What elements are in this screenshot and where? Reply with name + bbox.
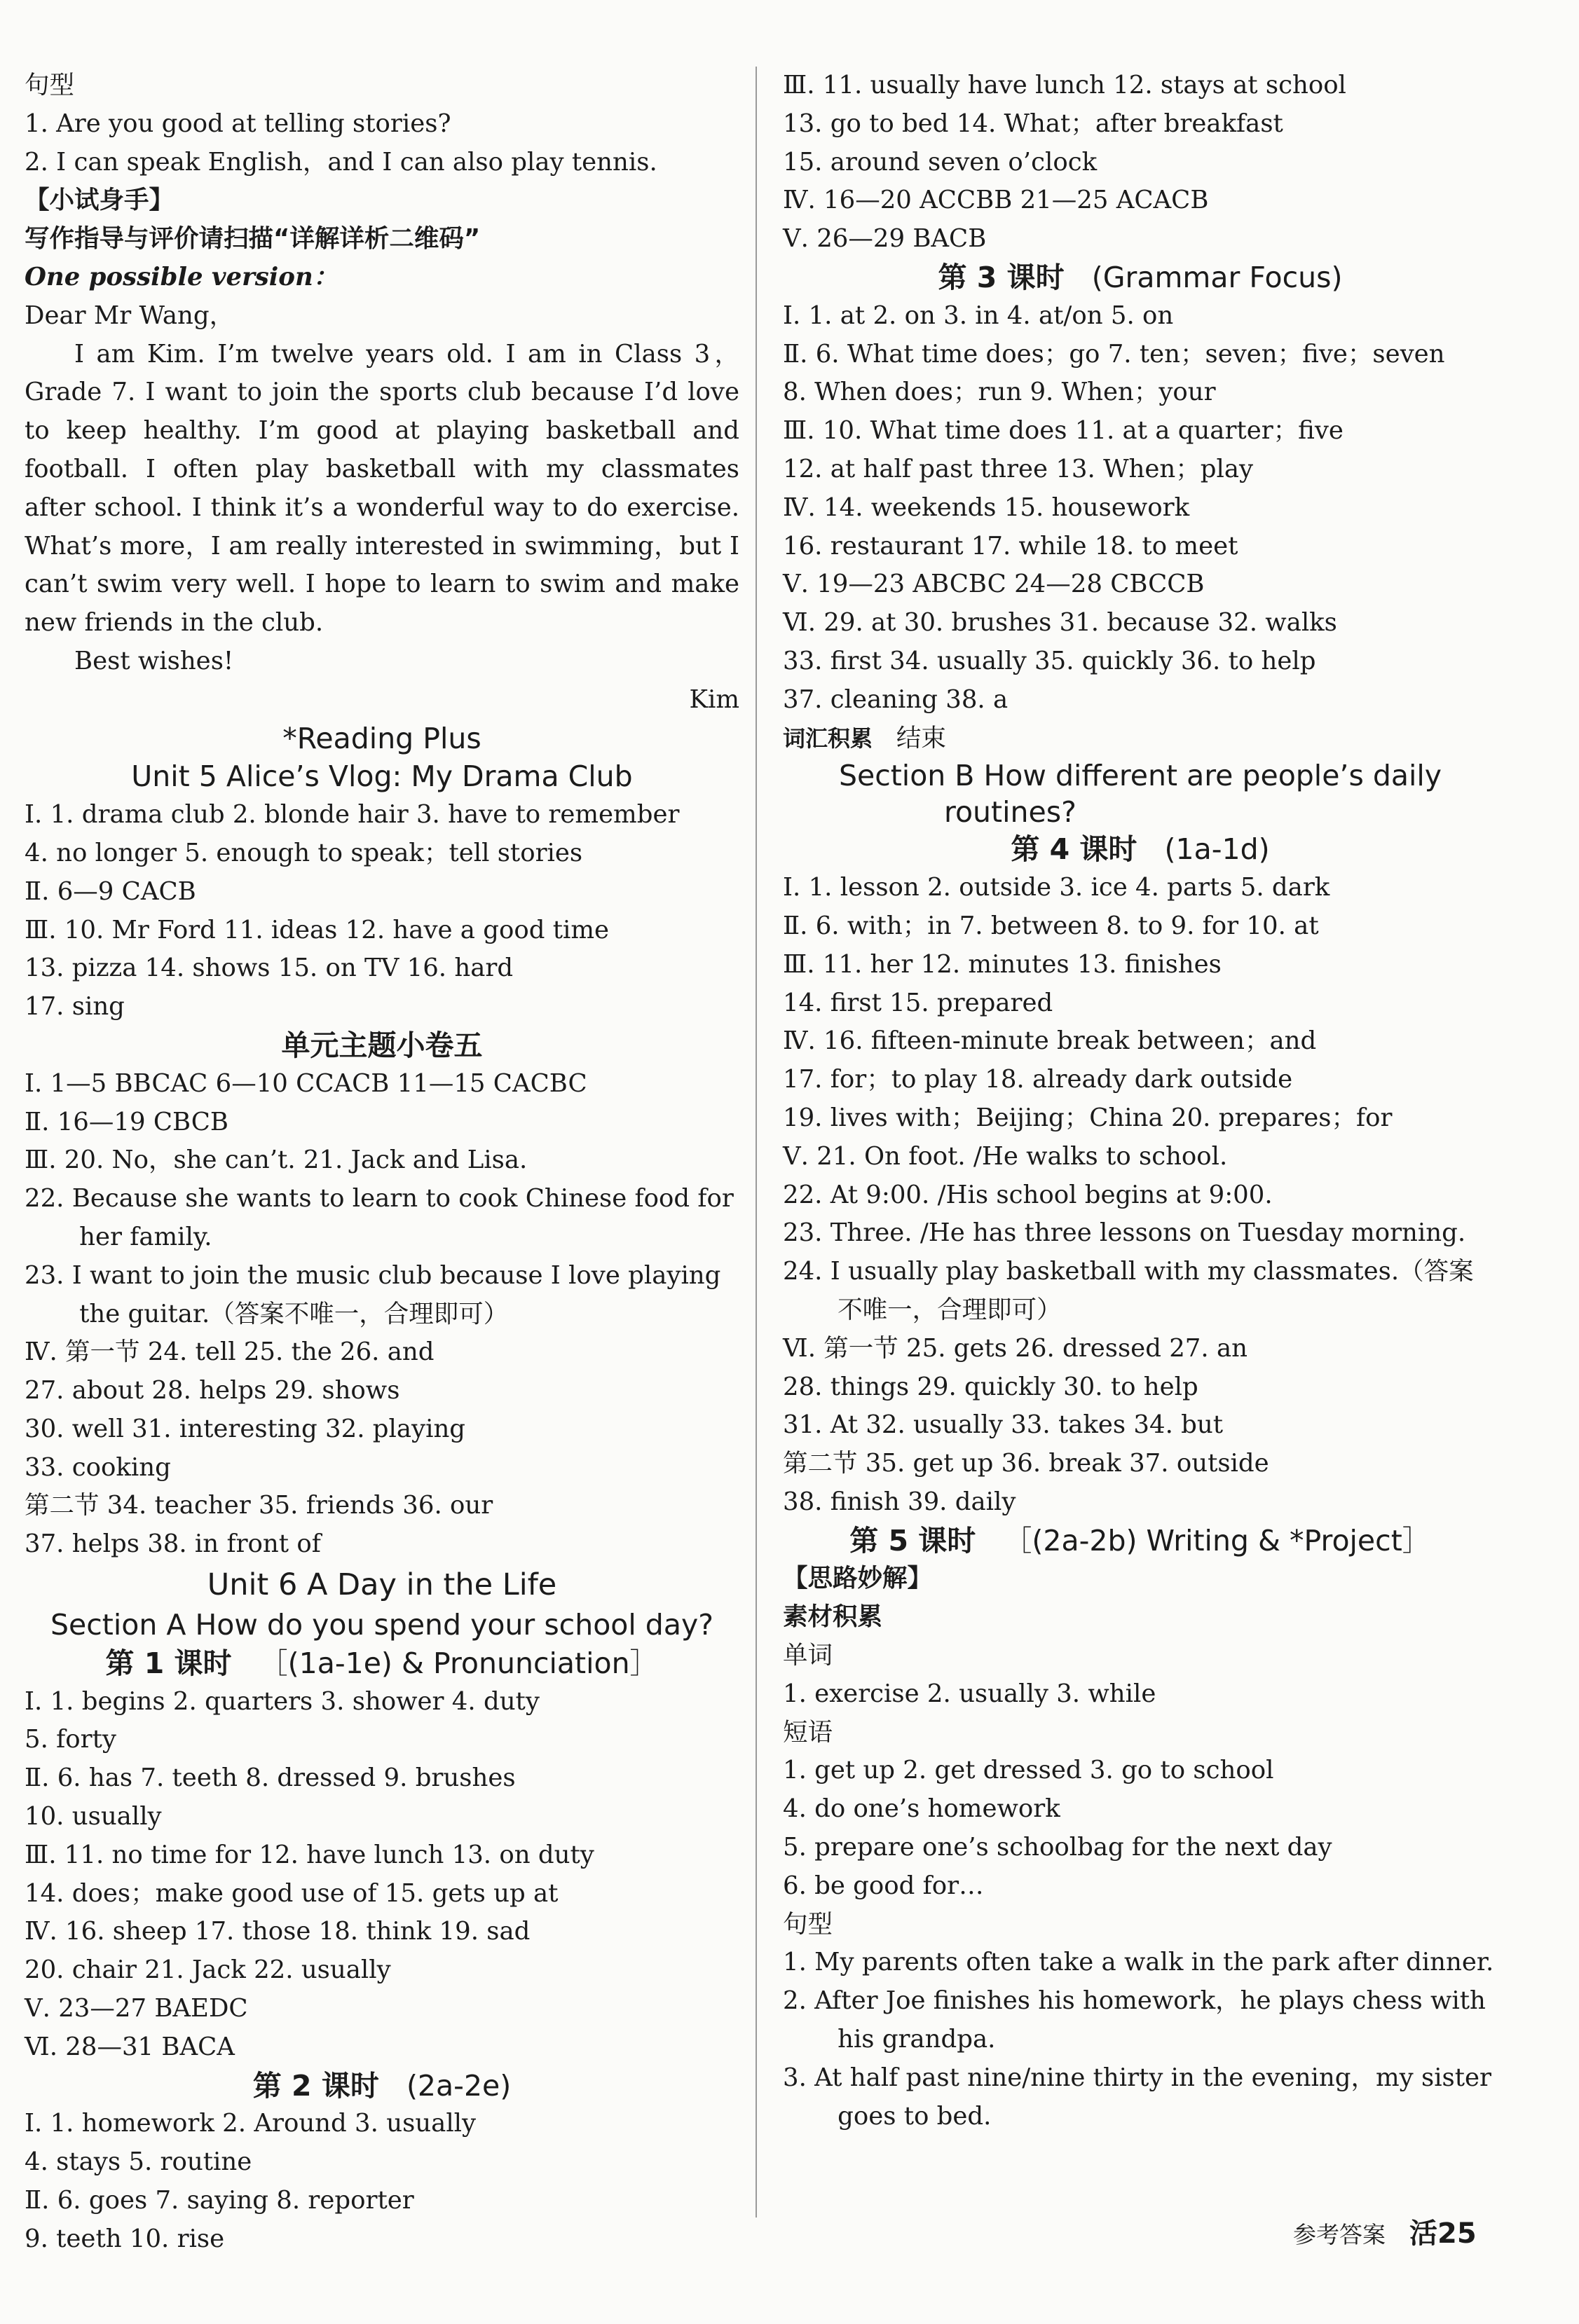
answer-line: Ⅰ. 1. lesson 2. outside 3. ice 4. parts 5. dark (783, 873, 1330, 902)
answer-line: 3. At half past nine/nine thirty in the evening，my sister goes to bed. (783, 2063, 1492, 2131)
answer-line: 33. first 34. usually 35. quickly 36. to help (783, 646, 1316, 675)
sentence-heading: 句型 (25, 71, 75, 99)
answer-line: 14. first 15. prepared (783, 988, 1053, 1017)
instruction-line: 写作指导与评价请扫描“详解详析二维码” (25, 224, 481, 254)
right-column (783, 67, 1498, 2136)
answer-line: Ⅲ. 11. her 12. minutes 13. finishes (783, 949, 1222, 979)
phrases-heading: 短语 (783, 1717, 833, 1747)
lesson-1-title (25, 1644, 739, 1683)
answer-line: Ⅳ. 16. fifteen-minute break between；and (783, 1026, 1317, 1056)
answer-line: 38. finish 39. daily (783, 1487, 1016, 1516)
answer-line: 23. Three. /He has three lessons on Tuesday morning. (783, 1218, 1466, 1248)
answer-line: 13. pizza 14. shows 15. on TV 16. hard (25, 954, 514, 983)
answer-line: 17. sing (25, 992, 125, 1022)
answer-line: Ⅱ. 16—19 CBCB (25, 1107, 228, 1136)
lesson-5-label: 第 5 课时 (849, 1523, 976, 1558)
answer-line: 37. helps 38. in front of (25, 1529, 321, 1559)
answer-line: 14. does；make good use of 15. gets up at (25, 1878, 559, 1908)
answer-line: Ⅵ. 29. at 30. brushes 31. because 32. walks (783, 608, 1337, 638)
answer-line: Ⅴ. 21. On foot. /He walks to school. (783, 1141, 1228, 1171)
lesson-3-title (783, 259, 1498, 297)
answer-line: 13. go to bed 14. What；after breakfast (783, 109, 1283, 138)
unit-6-title: Unit 6 A Day in the Life (207, 1567, 557, 1603)
answer-line: 2. I can speak English，and I can also play tennis. (25, 147, 657, 177)
answer-line: Ⅲ. 10. What time does 11. at a quarter；five (783, 416, 1344, 446)
lesson-5-scope: ［(2a-2b) Writing & *Project］ (1003, 1523, 1431, 1558)
answer-line: Ⅵ. 28—31 BACA (25, 2032, 235, 2061)
answer-line: Ⅰ. 1. drama club 2. blonde hair 3. have to remember (25, 800, 680, 830)
unit-test-5-title: 单元主题小卷五 (281, 1028, 483, 1062)
answer-line: Ⅳ. 第一节 24. tell 25. the 26. and (25, 1338, 435, 1367)
answer-line: Ⅳ. 16. sheep 17. those 18. think 19. sad (25, 1917, 531, 1946)
answer-line: 4. stays 5. routine (25, 2147, 252, 2177)
lesson-1-label: 第 1 课时 (105, 1646, 232, 1680)
answer-line: Ⅳ. 16—20 ACCBB 21—25 ACACB (783, 186, 1209, 215)
answer-line: 1. My parents often take a walk in the park after dinner. (783, 1948, 1494, 1977)
possible-version-label: One possible version： (25, 262, 339, 291)
answer-line: Ⅴ. 19—23 ABCBC 24—28 CBCCB (783, 570, 1205, 599)
answer-line: 第二节 35. get up 36. break 37. outside (783, 1449, 1269, 1478)
lesson-4-title (783, 830, 1498, 869)
letter-body: I am Kim. I’m twelve years old. I am in Class 3，Grade 7. I want to join the sports club because I’d love to keep healthy. I’m good at playing basketball and football. I often play basketball with my classmates after school. I think it’s a wonderful way to do exercise. What’s more，I am really interested in swimming，but I can’t swim very well. I hope to learn to swim and make new friends in the club. (25, 339, 739, 638)
vocab-end: 结束 (896, 723, 946, 752)
answer-line: Ⅵ. 第一节 25. gets 26. dressed 27. an (783, 1333, 1248, 1363)
lesson-3-label: 第 3 课时 (938, 260, 1065, 294)
section-a-title: Section A How do you spend your school day? (50, 1608, 713, 1642)
answer-line: 28. things 29. quickly 30. to help (783, 1372, 1198, 1401)
answer-line: 19. lives with；Beijing；China 20. prepares；for (783, 1103, 1393, 1132)
answer-line: Ⅰ. 1. homework 2. Around 3. usually (25, 2109, 477, 2138)
section-b-title (783, 757, 1498, 830)
page-footer (1293, 2213, 1477, 2255)
answer-line: Ⅱ. 6. has 7. teeth 8. dressed 9. brushes (25, 1763, 516, 1793)
answer-line: Ⅱ. 6. What time does；go 7. ten；seven；five；seven (783, 339, 1445, 369)
answer-line: 第二节 34. teacher 35. friends 36. our (25, 1491, 493, 1520)
reading-plus-title: *Reading Plus (282, 721, 481, 755)
page-number: 活25 (1409, 2218, 1477, 2250)
answer-line: Ⅰ. 1—5 BBCAC 6—10 CCACB 11—15 CACBC (25, 1068, 587, 1098)
answer-line: Ⅲ. 11. usually have lunch 12. stays at school (783, 71, 1346, 99)
lesson-4-label: 第 4 课时 (1011, 832, 1137, 867)
left-column (25, 67, 739, 2259)
answer-line: Ⅳ. 14. weekends 15. housework (783, 493, 1190, 522)
answer-line: Ⅴ. 26—29 BACB (783, 224, 987, 254)
lesson-2-label: 第 2 课时 (252, 2068, 379, 2103)
answer-line: Ⅲ. 10. Mr Ford 11. ideas 12. have a good time (25, 915, 610, 944)
answer-line: 20. chair 21. Jack 22. usually (25, 1955, 391, 1985)
answer-line: 31. At 32. usually 33. takes 34. but (783, 1410, 1223, 1440)
answer-line: 22. At 9:00. /His school begins at 9:00. (783, 1180, 1273, 1209)
answer-line: 17. for；to play 18. already dark outside (783, 1065, 1293, 1094)
letter-signature: Kim (689, 685, 739, 714)
answer-line: 1. get up 2. get dressed 3. go to school (783, 1756, 1274, 1785)
answer-line: 27. about 28. helps 29. shows (25, 1376, 400, 1405)
material-heading: 素材积累 (783, 1602, 883, 1632)
answer-line: Ⅱ. 6—9 CACB (25, 876, 196, 906)
lesson-5-title (783, 1522, 1498, 1560)
answer-line: 6. be good for… (783, 1871, 984, 1900)
answer-line: Ⅱ. 6. with；in 7. between 8. to 9. for 10. at (783, 911, 1319, 940)
answer-line: 37. cleaning 38. a (783, 685, 1009, 714)
lesson-3-scope: (Grammar Focus) (1091, 260, 1343, 294)
column-divider (756, 67, 757, 2218)
answer-line: 2. After Joe finishes his homework，he plays chess with his grandpa. (783, 1986, 1486, 2054)
words-heading: 单词 (783, 1641, 833, 1670)
lesson-2-scope: (2a-2e) (406, 2068, 512, 2103)
answer-line: Ⅰ. 1. begins 2. quarters 3. shower 4. duty (25, 1686, 540, 1716)
letter-greeting: Dear Mr Wang， (25, 301, 235, 330)
answer-line: 9. teeth 10. rise (25, 2224, 225, 2253)
vocab-end-marker (783, 720, 1498, 758)
answer-line: 33. cooking (25, 1452, 171, 1482)
answer-line: Ⅱ. 6. goes 7. saying 8. reporter (25, 2186, 414, 2215)
answer-line: 5. forty (25, 1725, 116, 1754)
section-label: 【小试身手】 (25, 186, 175, 215)
answer-line: 30. well 31. interesting 32. playing (25, 1414, 466, 1443)
section-label: 【思路妙解】 (783, 1564, 933, 1593)
answer-line: Ⅲ. 20. No，she can’t. 21. Jack and Lisa. (25, 1146, 528, 1175)
answer-line: 1. Are you good at telling stories? (25, 109, 451, 138)
lesson-2-title (25, 2067, 739, 2105)
answer-line: 12. at half past three 13. When；play (783, 454, 1254, 483)
letter-closing: Best wishes! (74, 646, 234, 675)
section-b-title-line-2: routines? (944, 795, 1076, 830)
lesson-1-scope: ［(1a-1e) & Pronunciation］ (259, 1646, 659, 1680)
sentences-heading: 句型 (783, 1909, 833, 1939)
answer-line: 15. around seven o’clock (783, 147, 1098, 177)
lesson-4-scope: (1a-1d) (1164, 832, 1270, 867)
unit-5-title: Unit 5 Alice’s Vlog: My Drama Club (131, 759, 633, 794)
answer-line: 16. restaurant 17. while 18. to meet (783, 531, 1238, 561)
answer-line: 4. no longer 5. enough to speak；tell stories (25, 838, 583, 867)
answer-line: 5. prepare one’s schoolbag for the next day (783, 1833, 1332, 1862)
answer-line: 4. do one’s homework (783, 1794, 1060, 1824)
answer-line: 22. Because she wants to learn to cook Chinese food for her family. (25, 1184, 734, 1251)
answer-line: 23. I want to join the music club because I love playing the guitar.（答案不唯一，合理即可） (25, 1260, 721, 1328)
footer-label: 参考答案 (1293, 2221, 1386, 2248)
answer-line: 8. When does；run 9. When；your (783, 378, 1216, 407)
answer-line: Ⅴ. 23—27 BAEDC (25, 1994, 248, 2023)
section-b-title-line-1: Section B How different are people’s daily (838, 759, 1442, 793)
vocab-label: 词汇积累 (783, 724, 873, 752)
answer-line: 10. usually (25, 1802, 162, 1831)
answer-line: Ⅰ. 1. at 2. on 3. in 4. at/on 5. on (783, 301, 1174, 330)
answer-line: 24. I usually play basketball with my classmates.（答案不唯一，合理即可） (783, 1257, 1474, 1324)
answer-line: Ⅲ. 11. no time for 12. have lunch 13. on duty (25, 1840, 594, 1869)
answer-line: 1. exercise 2. usually 3. while (783, 1679, 1156, 1708)
